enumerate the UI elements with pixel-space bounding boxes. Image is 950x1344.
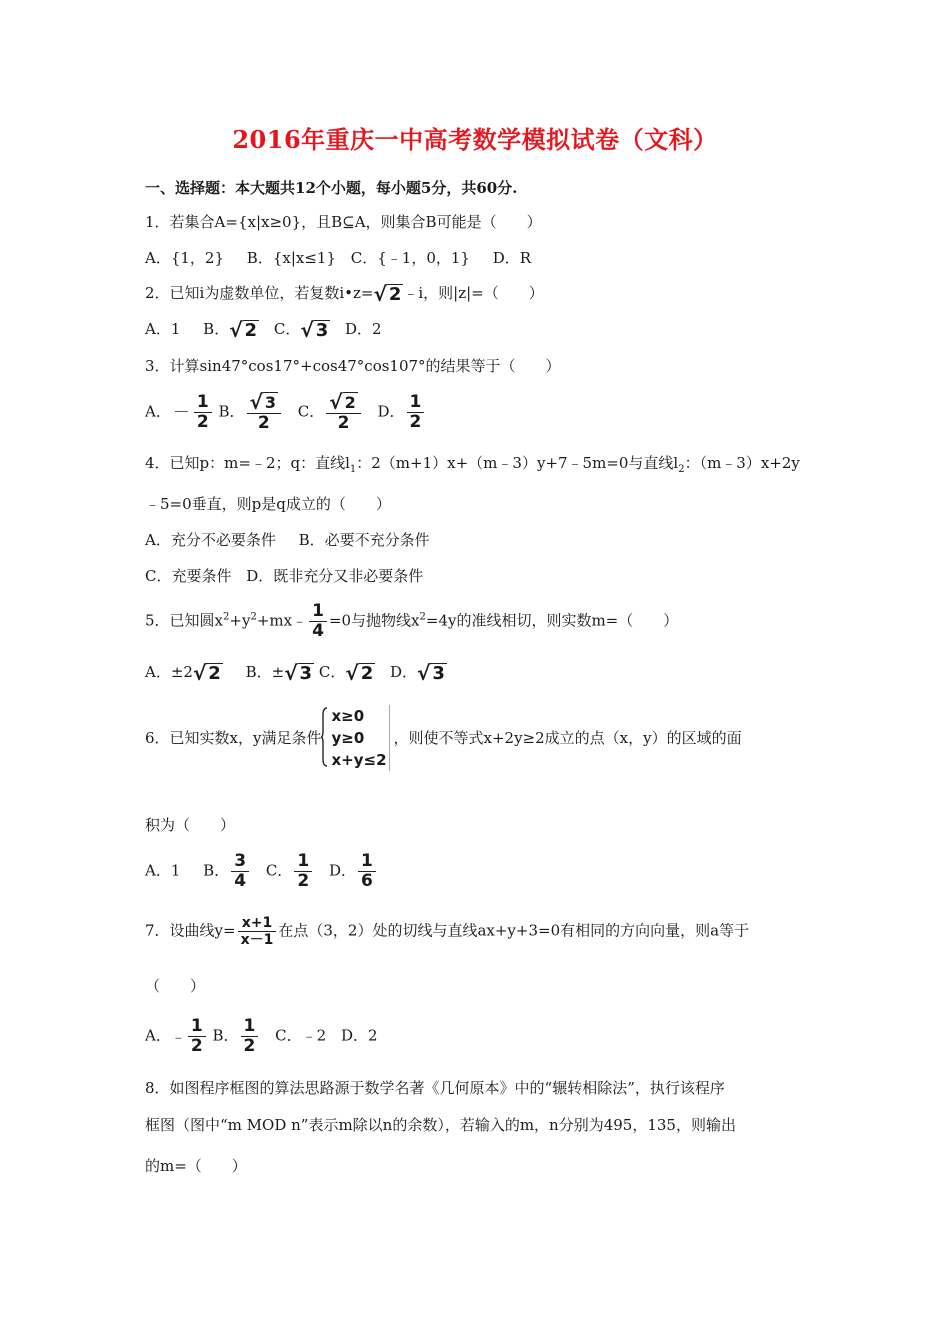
question-8-stem-line-2: 框图（图中“m MOD n”表示m除以n的余数），若输入的m，n分别为495，135，则输出 <box>145 1116 736 1134</box>
condition-3: x+y≤2 <box>331 751 387 769</box>
option-b: B．{x|x≤1} <box>246 249 336 267</box>
sqrt-expression: √ 3 <box>417 660 445 685</box>
option-c-label: C． <box>318 663 346 681</box>
option-a: A．1 <box>145 861 181 880</box>
stem-text: ﹣i，则|z|=（ ） <box>403 284 544 302</box>
stem-text: ：2（m+1）x+（m﹣3）y+7﹣5m=0与直线l <box>356 454 679 472</box>
option-d-label: D． <box>377 402 405 421</box>
option-c-label: C． <box>265 861 293 880</box>
section-heading: 一、选择题：本大题共12个小题，每小题5分，共60分. <box>145 179 518 197</box>
option-c-label: C． <box>273 320 301 338</box>
fraction: $\frac{1}{2}$ <box>294 852 312 891</box>
option-d: D．既非充分又非必要条件 <box>246 567 424 585</box>
stem-text: 7．设曲线y= <box>145 921 236 940</box>
question-3-options <box>145 392 426 433</box>
sqrt-expression: √ 2 <box>192 660 221 685</box>
fraction: $\frac{1}{2}$ <box>407 393 425 432</box>
question-1-stem: 1．若集合A={x|x≥0}，且B⊆A，则集合B可能是（ ） <box>145 213 542 231</box>
option-a-label: A． <box>145 402 171 421</box>
minus-sign: － <box>172 402 190 423</box>
sqrt-expression: √ 2 <box>229 317 258 342</box>
question-2-stem <box>145 283 544 305</box>
option-a: A．{1，2} <box>145 249 225 267</box>
sqrt-expression: √ 3 <box>284 660 313 685</box>
option-b-label: B． <box>203 861 230 880</box>
question-6-options <box>145 852 378 891</box>
stem-text: 5．已知圆x <box>145 611 224 630</box>
option-c: C．充要条件 <box>145 567 232 585</box>
fraction: $\frac{x+1}{x-1}$ <box>238 915 277 948</box>
sqrt-expression: √ 2 <box>373 281 402 306</box>
fraction: $\frac{√ 2}{2}$ <box>326 392 360 433</box>
question-8-stem-line-1: 8．如图程序框图的算法思路源于数学名著《几何原本》中的“辗转相除法”，执行该程序 <box>145 1079 725 1097</box>
question-5-options <box>145 662 447 684</box>
question-7-stem <box>145 915 749 948</box>
question-2-options <box>145 319 382 341</box>
question-7-options <box>145 1017 378 1056</box>
fraction: $\frac{1}{2}$ <box>188 1017 206 1056</box>
question-3-stem: 3．计算sin47°cos17°+cos47°cos107°的结果等于（ ） <box>145 357 561 375</box>
option-b: B．必要不充分条件 <box>298 531 430 549</box>
option-b-label: B．± <box>245 663 285 681</box>
option-c: C．{﹣1，0，1} <box>350 249 470 267</box>
question-4-options-row1 <box>145 530 430 550</box>
stem-text: 6．已知实数x，y满足条件 <box>145 729 322 747</box>
fraction: $\frac{1}{6}$ <box>358 852 376 891</box>
stem-text: ，则使不等式x+2y≥2成立的点（x，y）的区域的面 <box>393 729 742 747</box>
fraction: $\frac{1}{4}$ <box>309 602 327 641</box>
stem-text: =4y的准线相切，则实数m=（ ） <box>425 611 679 630</box>
question-4-stem-continued: ﹣5=0垂直，则p是q成立的（ ） <box>145 495 391 513</box>
fraction: $\frac{√ 3}{2}$ <box>247 392 281 433</box>
option-d: D．2 <box>345 320 382 338</box>
superscript: 2 <box>419 611 426 623</box>
question-7-stem-continued: （ ） <box>145 977 206 995</box>
stem-text: +y <box>229 611 251 630</box>
minus-sign: ﹣ <box>170 1027 186 1046</box>
stem-text: 4．已知p：m=﹣2；q：直线l <box>145 454 350 472</box>
sqrt-expression: √ 2 <box>345 660 374 685</box>
stem-text: ：（m﹣3）x+2y <box>684 454 800 472</box>
superscript: 2 <box>250 611 257 623</box>
stem-text: =0与抛物线x <box>328 611 420 630</box>
superscript: 2 <box>223 611 230 623</box>
page-title: 2016年重庆一中高考数学模拟试卷（文科） <box>232 125 718 154</box>
option-a: A．充分不必要条件 <box>145 531 276 549</box>
option-b-label: B． <box>218 402 245 421</box>
stem-text: 在点（3，2）处的切线与直线ax+y+3=0有相同的方向向量，则a等于 <box>278 921 750 940</box>
question-1-options <box>145 248 531 268</box>
question-6-stem-continued: 积为（ ） <box>145 816 236 834</box>
stem-text: 2．已知i为虚数单位，若复数i•z= <box>145 284 374 302</box>
option-b-label: B． <box>212 1026 239 1045</box>
option-d: D．2 <box>340 1026 378 1045</box>
left-brace-icon <box>321 707 328 767</box>
option-c-label: C． <box>297 402 325 421</box>
question-8-stem-line-3: 的m=（ ） <box>145 1157 247 1175</box>
subscript: 1 <box>349 464 357 475</box>
option-c: C．﹣2 <box>275 1026 327 1045</box>
option-d-label: D． <box>390 663 418 681</box>
stem-text: +mx﹣ <box>256 611 308 630</box>
option-d-label: D． <box>328 861 356 880</box>
fraction: $\frac{1}{2}$ <box>194 393 212 432</box>
question-6-stem <box>145 705 742 771</box>
inequality-system <box>321 705 389 771</box>
subscript: 2 <box>678 464 685 475</box>
option-a-label: A． <box>145 1026 171 1045</box>
condition-2: y≥0 <box>331 729 365 747</box>
option-a-label: A．±2 <box>145 663 193 681</box>
question-4-stem <box>145 453 800 480</box>
question-4-options-row2 <box>145 566 423 586</box>
option-a: A．1 <box>145 320 181 338</box>
option-d: D．R <box>492 249 532 267</box>
sqrt-expression: √ 3 <box>300 317 329 342</box>
fraction: $\frac{1}{2}$ <box>241 1017 259 1056</box>
option-b-label: B． <box>203 320 230 338</box>
fraction: $\frac{3}{4}$ <box>231 852 249 891</box>
condition-1: x≥0 <box>331 707 365 725</box>
question-5-stem <box>145 602 678 641</box>
